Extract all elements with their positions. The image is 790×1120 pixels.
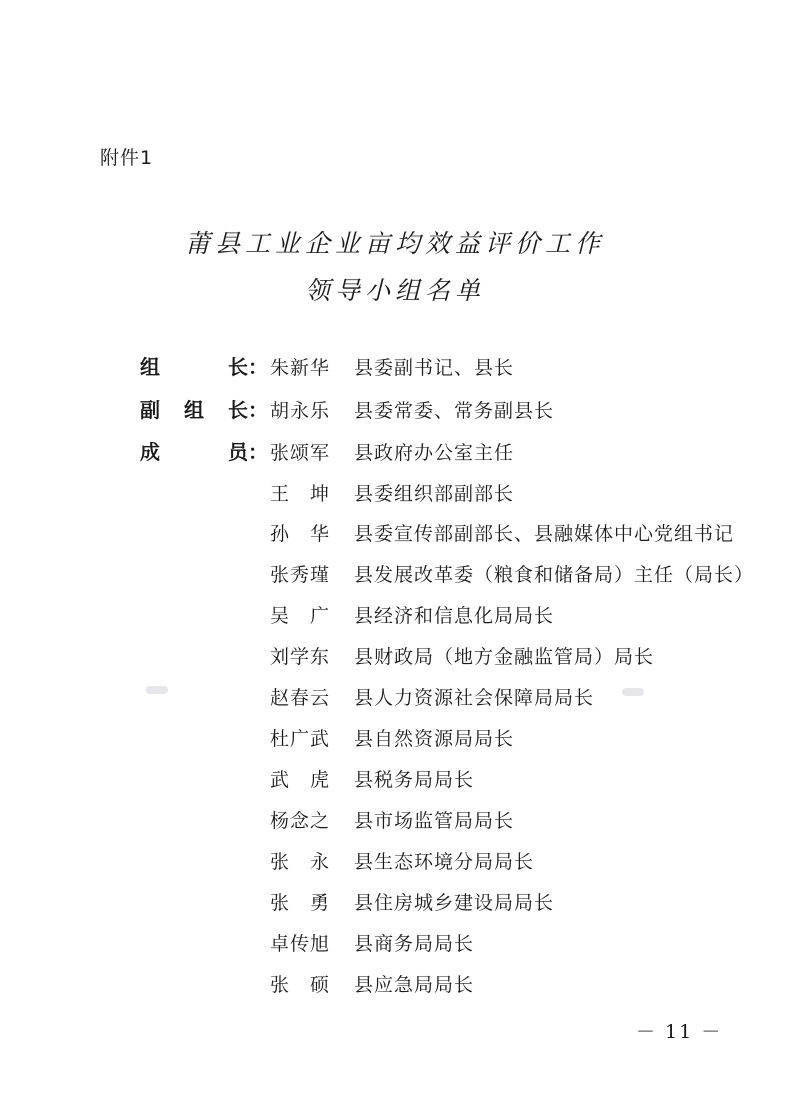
member-title: 县发展改革委（粮食和储备局）主任（局长）	[354, 564, 755, 586]
list-item	[270, 847, 534, 874]
page-number: － 11 －	[636, 1021, 723, 1043]
member-title: 县经济和信息化局局长	[354, 605, 555, 627]
member-title: 县委宣传部副部长、县融媒体中心党组书记	[354, 523, 735, 545]
list-item	[270, 970, 474, 997]
member-title: 县财政局（地方金融监管局）局长	[354, 646, 655, 668]
scan-smudge	[146, 686, 168, 694]
list-item	[270, 888, 554, 915]
member-name: 张 硕	[270, 974, 331, 996]
list-item	[270, 438, 514, 465]
list-item	[270, 479, 514, 506]
list-item	[270, 683, 594, 710]
member-title: 县税务局局长	[354, 769, 475, 791]
list-item	[270, 642, 654, 669]
role-label-deputy: 副 组 长：	[140, 398, 268, 422]
list-item	[270, 519, 734, 546]
member-name: 胡永乐	[270, 400, 331, 422]
member-title: 县自然资源局局长	[354, 728, 515, 750]
member-title: 县应急局局长	[354, 974, 475, 996]
list-item	[270, 396, 554, 423]
member-title: 县生态环境分局局长	[354, 851, 535, 873]
member-title: 县委常委、常务副县长	[354, 400, 555, 422]
member-name: 吴 广	[270, 605, 331, 627]
member-title: 县委组织部副部长	[354, 483, 515, 505]
list-item	[270, 929, 474, 956]
member-name: 张颂军	[270, 442, 331, 464]
member-title: 县商务局局长	[354, 933, 475, 955]
member-name: 张 永	[270, 851, 331, 873]
role-label-leader: 组 长：	[140, 355, 268, 379]
member-title: 县政府办公室主任	[354, 442, 515, 464]
document-title-line-1: 莆县工业企业亩均效益评价工作	[184, 229, 605, 258]
member-title: 县人力资源社会保障局局长	[354, 687, 595, 709]
member-name: 杜广武	[270, 728, 331, 750]
list-item	[270, 724, 514, 751]
member-name: 刘学东	[270, 646, 331, 668]
member-name: 张秀瑾	[270, 564, 331, 586]
list-item	[270, 765, 474, 792]
list-item	[270, 806, 514, 833]
list-item	[270, 353, 514, 380]
member-title: 县市场监管局局长	[354, 810, 515, 832]
member-name: 王 坤	[270, 483, 331, 505]
member-title: 县住房城乡建设局局长	[354, 892, 555, 914]
member-name: 孙 华	[270, 523, 331, 545]
list-item	[270, 601, 554, 628]
member-title: 县委副书记、县长	[354, 357, 515, 379]
member-name: 赵春云	[270, 687, 331, 709]
member-name: 朱新华	[270, 357, 331, 379]
member-name: 武 虎	[270, 769, 331, 791]
document-title-line-2: 领导小组名单	[304, 276, 485, 305]
member-name: 卓传旭	[270, 933, 331, 955]
member-name: 张 勇	[270, 892, 331, 914]
role-label-members: 成 员：	[140, 440, 268, 464]
member-name: 杨念之	[270, 810, 331, 832]
scan-smudge	[622, 688, 644, 696]
attachment-label: 附件1	[100, 147, 154, 169]
list-item	[270, 560, 754, 587]
